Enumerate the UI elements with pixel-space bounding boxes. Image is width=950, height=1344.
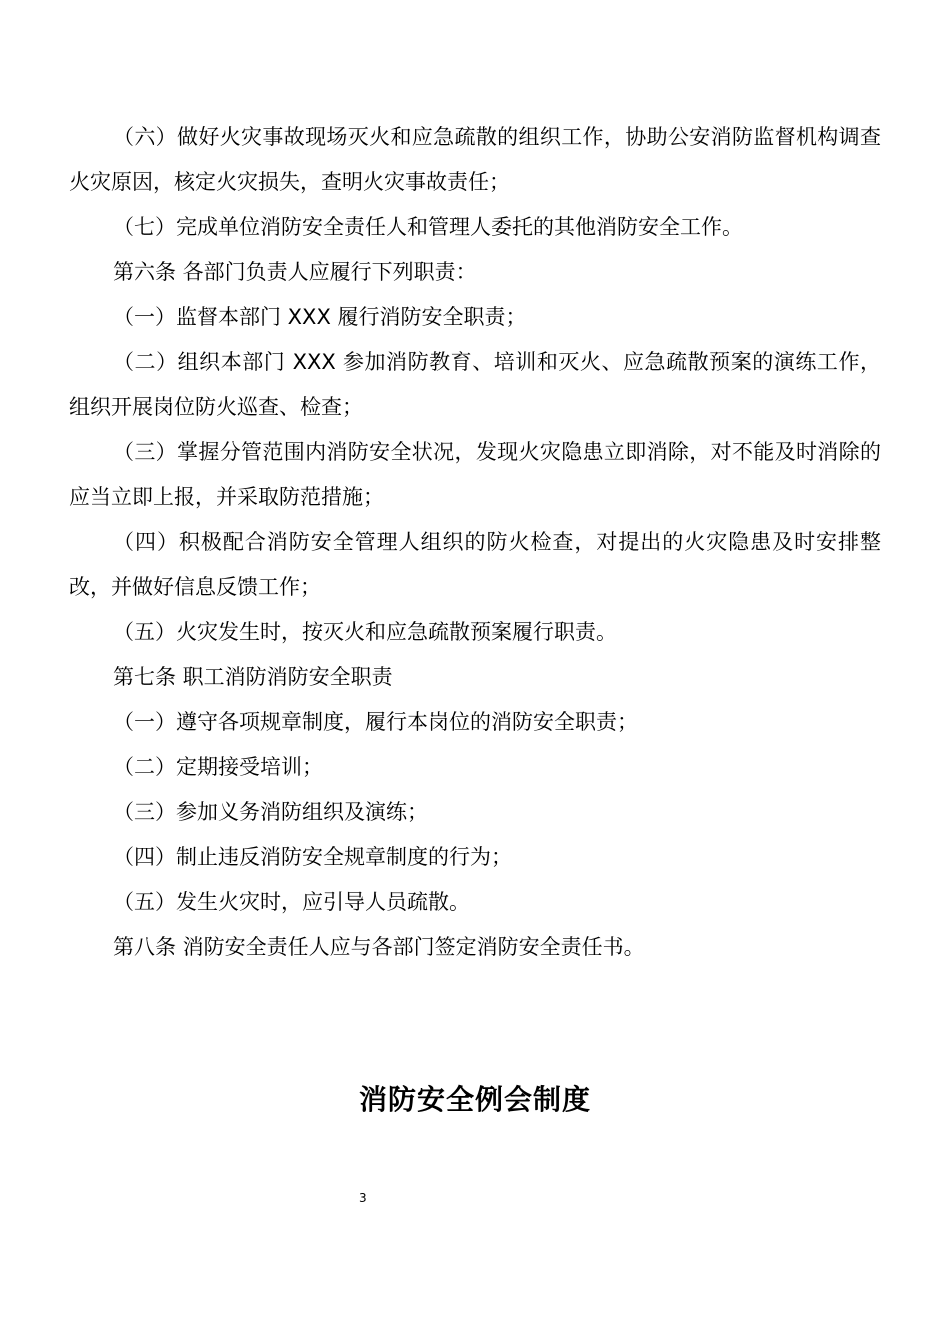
paragraph: （一）监督本部门 XXX 履行消防安全职责；: [113, 305, 527, 329]
paragraph: （五）发生火灾时，应引导人员疏散。: [113, 890, 470, 914]
article-heading: 第七条 职工消防消防安全职责: [113, 665, 393, 689]
section-title: 消防安全例会制度: [358, 1083, 591, 1116]
paragraph: （七）完成单位消防安全责任人和管理人委托的其他消防安全工作。: [113, 215, 743, 239]
paragraph: （四）积极配合消防安全管理人组织的防火检查，对提出的火灾隐患及时安排整改，并做好信息反馈工作；: [69, 530, 881, 599]
page-number: 3: [359, 1191, 367, 1205]
document-body: [69, 115, 881, 970]
paragraph: （二）定期接受培训；: [113, 755, 323, 779]
paragraph: （二）组织本部门 XXX 参加消防教育、培训和灭火、应急疏散预案的演练工作，组织开展岗位防火巡查、检查；: [69, 350, 881, 419]
paragraph: （三）参加义务消防组织及演练；: [113, 800, 428, 824]
article-heading: 第六条 各部门负责人应履行下列职责：: [113, 260, 477, 284]
paragraph: （一）遵守各项规章制度，履行本岗位的消防安全职责；: [113, 710, 638, 734]
paragraph: （五）火灾发生时，按灭火和应急疏散预案履行职责。: [113, 620, 617, 644]
article-heading: 第八条 消防安全责任人应与各部门签定消防安全责任书。: [113, 935, 645, 959]
paragraph: （六）做好火灾事故现场灭火和应急疏散的组织工作，协助公安消防监督机构调查火灾原因，核定火灾损失，查明火灾事故责任；: [69, 125, 881, 194]
paragraph: （三）掌握分管范围内消防安全状况，发现火灾隐患立即消除，对不能及时消除的应当立即上报，并采取防范措施；: [69, 440, 881, 509]
paragraph: （四）制止违反消防安全规章制度的行为；: [113, 845, 512, 869]
